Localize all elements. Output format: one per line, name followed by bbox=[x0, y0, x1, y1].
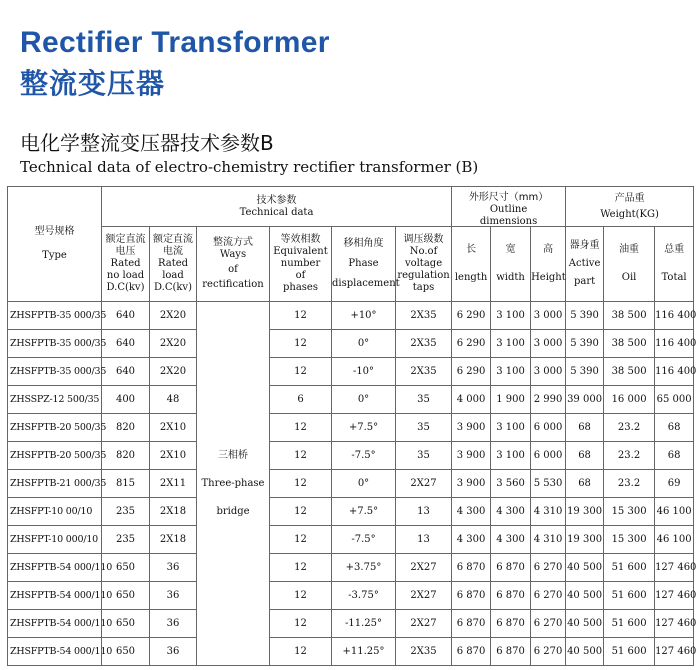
cell-height: 6 000 bbox=[531, 414, 566, 442]
cell-height: 6 270 bbox=[531, 554, 566, 582]
cell-active-part: 68 bbox=[566, 414, 604, 442]
cell-phases: 12 bbox=[270, 610, 332, 638]
header-total: 总重 Total bbox=[655, 227, 694, 302]
cell-oil: 51 600 bbox=[604, 582, 655, 610]
header-rated-load-dc: 额定直流 电流 Rated load D.C(kv) bbox=[150, 227, 197, 302]
cell-phases: 12 bbox=[270, 330, 332, 358]
cell-rated-no-load-dc: 400 bbox=[102, 386, 150, 414]
header-length: 长 length bbox=[452, 227, 491, 302]
cell-width: 4 300 bbox=[491, 526, 531, 554]
cell-rated-load-dc: 2X20 bbox=[150, 330, 197, 358]
cell-oil: 51 600 bbox=[604, 610, 655, 638]
cell-rated-no-load-dc: 650 bbox=[102, 638, 150, 666]
cell-rated-no-load-dc: 820 bbox=[102, 414, 150, 442]
header-ways-of-rectification: 整流方式 Ways of rectification bbox=[197, 227, 270, 302]
cell-total: 69 bbox=[655, 470, 694, 498]
table-row bbox=[8, 414, 694, 442]
cell-active-part: 68 bbox=[566, 470, 604, 498]
cell-rated-no-load-dc: 650 bbox=[102, 582, 150, 610]
cell-taps: 13 bbox=[396, 498, 452, 526]
cell-active-part: 40 500 bbox=[566, 554, 604, 582]
cell-width: 3 100 bbox=[491, 414, 531, 442]
cell-height: 6 270 bbox=[531, 638, 566, 666]
cell-oil: 38 500 bbox=[604, 358, 655, 386]
cell-phase-displacement: +11.25° bbox=[332, 638, 396, 666]
cell-length: 6 290 bbox=[452, 302, 491, 330]
cell-rated-load-dc: 36 bbox=[150, 554, 197, 582]
cell-active-part: 40 500 bbox=[566, 582, 604, 610]
cell-rated-load-dc: 2X20 bbox=[150, 302, 197, 330]
header-equivalent-phases: 等效相数 Equivalent number of phases bbox=[270, 227, 332, 302]
cell-taps: 2X27 bbox=[396, 610, 452, 638]
cell-width: 3 100 bbox=[491, 330, 531, 358]
cell-oil: 23.2 bbox=[604, 470, 655, 498]
header-width: 宽 width bbox=[491, 227, 531, 302]
cell-phase-displacement: +10° bbox=[332, 302, 396, 330]
cell-height: 4 310 bbox=[531, 498, 566, 526]
header-regulation-taps: 调压级数 No.of voltage regulation taps bbox=[396, 227, 452, 302]
cell-taps: 2X27 bbox=[396, 554, 452, 582]
table-row bbox=[8, 470, 694, 498]
cell-height: 2 990 bbox=[531, 386, 566, 414]
cell-length: 3 900 bbox=[452, 414, 491, 442]
cell-length: 3 900 bbox=[452, 442, 491, 470]
cell-type: ZHSSPZ-12 500/35 bbox=[8, 386, 102, 414]
cell-phase-displacement: 0° bbox=[332, 330, 396, 358]
cell-type: ZHSFPT-10 000/10 bbox=[8, 526, 102, 554]
cell-phase-displacement: +7.5° bbox=[332, 414, 396, 442]
cell-active-part: 39 000 bbox=[566, 386, 604, 414]
header-weight: 产品重 Weight(KG) bbox=[566, 187, 694, 227]
cell-active-part: 5 390 bbox=[566, 302, 604, 330]
cell-rated-load-dc: 2X18 bbox=[150, 526, 197, 554]
cell-phase-displacement: +3.75° bbox=[332, 554, 396, 582]
cell-width: 3 100 bbox=[491, 442, 531, 470]
cell-total: 116 400 bbox=[655, 358, 694, 386]
cell-width: 1 900 bbox=[491, 386, 531, 414]
table-row bbox=[8, 638, 694, 666]
cell-rated-load-dc: 2X11 bbox=[150, 470, 197, 498]
cell-phase-displacement: -7.5° bbox=[332, 442, 396, 470]
cell-total: 46 100 bbox=[655, 526, 694, 554]
cell-oil: 51 600 bbox=[604, 638, 655, 666]
technical-data-table bbox=[7, 186, 697, 666]
table-row bbox=[8, 526, 694, 554]
cell-total: 65 000 bbox=[655, 386, 694, 414]
table-body bbox=[8, 302, 697, 666]
cell-oil: 15 300 bbox=[604, 526, 655, 554]
cell-phases: 12 bbox=[270, 582, 332, 610]
table-row bbox=[8, 554, 694, 582]
cell-type: ZHSFPTB-54 000/110 bbox=[8, 610, 102, 638]
table-row bbox=[8, 442, 694, 470]
cell-type: ZHSFPTB-54 000/110 bbox=[8, 554, 102, 582]
cell-rated-load-dc: 2X20 bbox=[150, 358, 197, 386]
cell-phases: 6 bbox=[270, 386, 332, 414]
cell-rated-no-load-dc: 815 bbox=[102, 470, 150, 498]
cell-rated-no-load-dc: 235 bbox=[102, 498, 150, 526]
cell-rated-no-load-dc: 820 bbox=[102, 442, 150, 470]
cell-rated-no-load-dc: 650 bbox=[102, 610, 150, 638]
header-rated-no-load-dc: 额定直流 电压 Rated no load D.C(kv) bbox=[102, 227, 150, 302]
cell-length: 3 900 bbox=[452, 470, 491, 498]
cell-taps: 35 bbox=[396, 414, 452, 442]
cell-type: ZHSFPTB-54 000/110 bbox=[8, 638, 102, 666]
cell-phases: 12 bbox=[270, 554, 332, 582]
cell-phase-displacement: -10° bbox=[332, 358, 396, 386]
cell-active-part: 40 500 bbox=[566, 638, 604, 666]
table-row bbox=[8, 582, 694, 610]
header-oil: 油重 Oil bbox=[604, 227, 655, 302]
cell-length: 6 870 bbox=[452, 582, 491, 610]
cell-rated-no-load-dc: 640 bbox=[102, 330, 150, 358]
cell-height: 4 310 bbox=[531, 526, 566, 554]
cell-length: 6 870 bbox=[452, 554, 491, 582]
header-active-part: 器身重 Active part bbox=[566, 227, 604, 302]
cell-phase-displacement: -7.5° bbox=[332, 526, 396, 554]
cell-phase-displacement: +7.5° bbox=[332, 498, 396, 526]
cell-active-part: 68 bbox=[566, 442, 604, 470]
cell-length: 4 000 bbox=[452, 386, 491, 414]
header-type: 型号规格 Type bbox=[8, 187, 102, 302]
cell-phase-displacement: 0° bbox=[332, 470, 396, 498]
cell-length: 6 870 bbox=[452, 638, 491, 666]
cell-rated-load-dc: 2X18 bbox=[150, 498, 197, 526]
cell-type: ZHSFPTB-35 000/35 bbox=[8, 358, 102, 386]
cell-taps: 13 bbox=[396, 526, 452, 554]
cell-length: 4 300 bbox=[452, 526, 491, 554]
cell-type: ZHSFPTB-20 500/35 bbox=[8, 442, 102, 470]
cell-taps: 35 bbox=[396, 386, 452, 414]
table-row bbox=[8, 386, 694, 414]
cell-height: 6 270 bbox=[531, 582, 566, 610]
cell-rated-no-load-dc: 640 bbox=[102, 302, 150, 330]
cell-active-part: 19 300 bbox=[566, 526, 604, 554]
cell-taps: 2X27 bbox=[396, 582, 452, 610]
cell-total: 127 460 bbox=[655, 582, 694, 610]
page-title-chinese: 整流变压器 bbox=[20, 67, 166, 100]
cell-oil: 23.2 bbox=[604, 414, 655, 442]
cell-phases: 12 bbox=[270, 526, 332, 554]
cell-type: ZHSFPTB-20 500/35 bbox=[8, 414, 102, 442]
ways-of-rectification-cell: 三相桥 Three-phase bridge bbox=[197, 302, 270, 666]
cell-height: 3 000 bbox=[531, 358, 566, 386]
cell-length: 4 300 bbox=[452, 498, 491, 526]
header-phase-displacement: 移相角度 Phase displacement bbox=[332, 227, 396, 302]
section-title-chinese: 电化学整流变压器技术参数B bbox=[20, 131, 274, 155]
page-title-english: Rectifier Transformer bbox=[20, 26, 330, 59]
cell-oil: 16 000 bbox=[604, 386, 655, 414]
header-outline-dimensions: 外形尺寸（mm） Outline dimensions bbox=[452, 187, 566, 227]
cell-total: 127 460 bbox=[655, 638, 694, 666]
cell-total: 127 460 bbox=[655, 554, 694, 582]
cell-active-part: 5 390 bbox=[566, 330, 604, 358]
cell-height: 3 000 bbox=[531, 330, 566, 358]
cell-phases: 12 bbox=[270, 414, 332, 442]
cell-phases: 12 bbox=[270, 498, 332, 526]
table-row bbox=[8, 302, 694, 330]
cell-taps: 2X27 bbox=[396, 470, 452, 498]
cell-width: 6 870 bbox=[491, 610, 531, 638]
cell-rated-load-dc: 36 bbox=[150, 610, 197, 638]
cell-rated-no-load-dc: 650 bbox=[102, 554, 150, 582]
cell-phases: 12 bbox=[270, 302, 332, 330]
header-technical-data: 技术参数 Technical data bbox=[102, 187, 452, 227]
cell-oil: 23.2 bbox=[604, 442, 655, 470]
cell-length: 6 290 bbox=[452, 330, 491, 358]
cell-type: ZHSFPTB-35 000/35 bbox=[8, 302, 102, 330]
cell-rated-no-load-dc: 235 bbox=[102, 526, 150, 554]
cell-length: 6 870 bbox=[452, 610, 491, 638]
cell-active-part: 40 500 bbox=[566, 610, 604, 638]
cell-taps: 2X35 bbox=[396, 302, 452, 330]
cell-width: 3 560 bbox=[491, 470, 531, 498]
cell-taps: 2X35 bbox=[396, 358, 452, 386]
cell-type: ZHSFPTB-21 000/35 bbox=[8, 470, 102, 498]
cell-phases: 12 bbox=[270, 358, 332, 386]
cell-height: 3 000 bbox=[531, 302, 566, 330]
cell-type: ZHSFPT-10 00/10 bbox=[8, 498, 102, 526]
cell-taps: 35 bbox=[396, 442, 452, 470]
cell-rated-load-dc: 2X10 bbox=[150, 414, 197, 442]
cell-total: 127 460 bbox=[655, 610, 694, 638]
cell-width: 3 100 bbox=[491, 358, 531, 386]
table-row bbox=[8, 498, 694, 526]
table-row bbox=[8, 610, 694, 638]
cell-rated-load-dc: 2X10 bbox=[150, 442, 197, 470]
cell-total: 68 bbox=[655, 414, 694, 442]
cell-width: 3 100 bbox=[491, 302, 531, 330]
cell-active-part: 19 300 bbox=[566, 498, 604, 526]
cell-oil: 51 600 bbox=[604, 554, 655, 582]
cell-width: 6 870 bbox=[491, 554, 531, 582]
cell-width: 4 300 bbox=[491, 498, 531, 526]
cell-oil: 38 500 bbox=[604, 302, 655, 330]
table-row bbox=[8, 358, 694, 386]
cell-rated-load-dc: 36 bbox=[150, 582, 197, 610]
cell-active-part: 5 390 bbox=[566, 358, 604, 386]
cell-total: 116 400 bbox=[655, 330, 694, 358]
cell-oil: 38 500 bbox=[604, 330, 655, 358]
cell-total: 46 100 bbox=[655, 498, 694, 526]
cell-rated-load-dc: 36 bbox=[150, 638, 197, 666]
cell-phase-displacement: -11.25° bbox=[332, 610, 396, 638]
table-row bbox=[8, 330, 694, 358]
cell-oil: 15 300 bbox=[604, 498, 655, 526]
cell-taps: 2X35 bbox=[396, 330, 452, 358]
cell-total: 68 bbox=[655, 442, 694, 470]
cell-width: 6 870 bbox=[491, 582, 531, 610]
cell-rated-load-dc: 48 bbox=[150, 386, 197, 414]
cell-phases: 12 bbox=[270, 638, 332, 666]
cell-rated-no-load-dc: 640 bbox=[102, 358, 150, 386]
header-height: 高 Height bbox=[531, 227, 566, 302]
cell-type: ZHSFPTB-35 000/35 bbox=[8, 330, 102, 358]
cell-phases: 12 bbox=[270, 442, 332, 470]
cell-phases: 12 bbox=[270, 470, 332, 498]
cell-phase-displacement: -3.75° bbox=[332, 582, 396, 610]
cell-height: 5 530 bbox=[531, 470, 566, 498]
cell-height: 6 000 bbox=[531, 442, 566, 470]
section-title-english: Technical data of electro-chemistry rectifier transformer (B) bbox=[20, 158, 479, 176]
cell-phase-displacement: 0° bbox=[332, 386, 396, 414]
cell-width: 6 870 bbox=[491, 638, 531, 666]
cell-total: 116 400 bbox=[655, 302, 694, 330]
cell-height: 6 270 bbox=[531, 610, 566, 638]
cell-length: 6 290 bbox=[452, 358, 491, 386]
cell-taps: 2X35 bbox=[396, 638, 452, 666]
cell-type: ZHSFPTB-54 000/110 bbox=[8, 582, 102, 610]
